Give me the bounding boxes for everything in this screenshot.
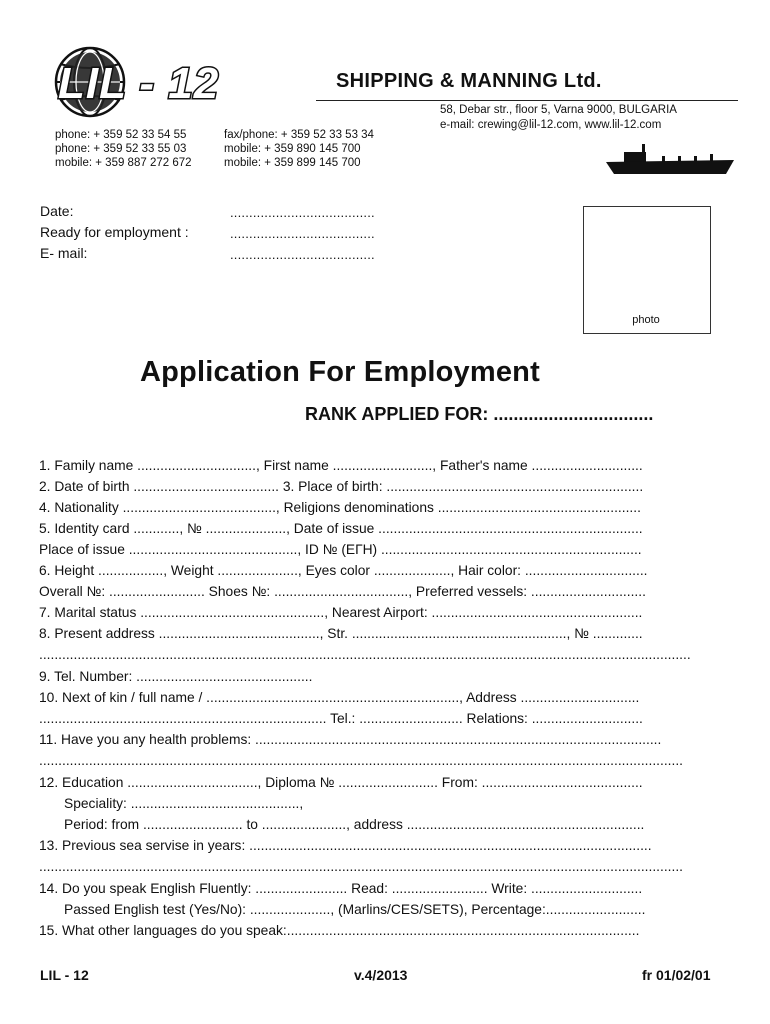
form-line-present-address: 8. Present address .........................................., Str. ........................................................, № .............: [39, 626, 643, 641]
form-line-tel-number: 9. Tel. Number: ..............................................: [39, 669, 313, 684]
form-line-height: 6. Height ................., Weight ....................., Eyes color ...................., Hair color: ................................: [39, 563, 648, 578]
company-logo: [38, 42, 300, 120]
company-name: SHIPPING & MANNING Ltd.: [336, 70, 602, 92]
form-line-kin-tel: ........................................................................... Tel.: ........................... Relations: .............................: [39, 711, 643, 726]
contacts-left: [55, 128, 192, 170]
form-line-date-of-birth: 2. Date of birth ...................................... 3. Place of birth: ...................................................................: [39, 479, 644, 494]
footer-form-code: fr 01/02/01: [642, 967, 711, 983]
ship-icon: [604, 142, 736, 178]
header-rule: [316, 100, 738, 101]
contact-line: fax/phone: + 359 52 33 53 34: [224, 129, 374, 141]
form-line-place-of-issue: Place of issue ............................................, ID № (ЕГН) ....................................................................: [39, 542, 642, 557]
form-line-other-languages: 15. What other languages do you speak:............................................................................................: [39, 923, 640, 938]
form-line-continuation: ..........................................................................................................................................................................: [39, 647, 691, 662]
form-line-family-name: 1. Family name ..............................., First name .........................., Father's name .............................: [39, 458, 643, 473]
company-email-web: e-mail: crewing@lil-12.com, www.lil-12.com: [440, 119, 662, 131]
contact-line: phone: + 359 52 33 54 55: [55, 129, 187, 141]
contacts-right: [224, 128, 374, 170]
footer-left: LIL - 12: [40, 967, 89, 983]
form-line-health: 11. Have you any health problems: ..........................................................................................................: [39, 732, 662, 747]
email-field[interactable]: ......................................: [230, 247, 375, 262]
email-label: E- mail:: [40, 245, 88, 261]
contact-line: mobile: + 359 899 145 700: [224, 157, 361, 169]
form-line-period: Period: from .......................... to ......................, address ..............................................................: [64, 817, 645, 832]
form-line-english-test: Passed English test (Yes/No): ....................., (Marlins/CES/SETS), Percentage:..........................: [64, 902, 646, 917]
page-title: Application For Employment: [140, 356, 540, 388]
date-label: Date:: [40, 203, 74, 219]
ready-field[interactable]: ......................................: [230, 226, 375, 241]
form-line-sea-service: 13. Previous sea servise in years: .........................................................................................................: [39, 838, 652, 853]
company-address: 58, Debar str., floor 5, Varna 9000, BULGARIA: [440, 104, 677, 116]
contact-line: mobile: + 359 887 272 672: [55, 157, 192, 169]
form-line-marital-status: 7. Marital status ................................................, Nearest Airport: .......................................................: [39, 605, 643, 620]
ready-label: Ready for employment :: [40, 224, 189, 240]
contact-line: mobile: + 359 890 145 700: [224, 143, 361, 155]
form-line-education: 12. Education .................................., Diploma № .......................... From: ..........................................: [39, 775, 643, 790]
form-line-english: 14. Do you speak English Fluently: ........................ Read: ......................... Write: .............................: [39, 881, 643, 896]
form-line-overall: Overall №: ......................... Shoes №: ..................................., Preferred vessels: ..............................: [39, 584, 646, 599]
form-line-nationality: 4. Nationality ........................................, Religions denominations .....................................................: [39, 500, 641, 515]
form-line-continuation: ........................................................................................................................................................................: [39, 753, 683, 768]
rank-applied-for: RANK APPLIED FOR: ................................: [305, 404, 654, 424]
form-line-identity-card: 5. Identity card ............, № ....................., Date of issue .....................................................................: [39, 521, 643, 536]
form-line-next-of-kin: 10. Next of kin / full name / .................................................................., Address ...............................: [39, 690, 640, 705]
footer-version: v.4/2013: [354, 967, 408, 983]
form-line-speciality: Speciality: ............................................,: [64, 796, 304, 811]
contact-line: phone: + 359 52 33 55 03: [55, 143, 187, 155]
form-line-continuation: ........................................................................................................................................................................: [39, 859, 683, 874]
photo-label: photo: [632, 314, 660, 326]
logo-text: LIL - 12: [58, 59, 220, 108]
date-field[interactable]: ......................................: [230, 205, 375, 220]
